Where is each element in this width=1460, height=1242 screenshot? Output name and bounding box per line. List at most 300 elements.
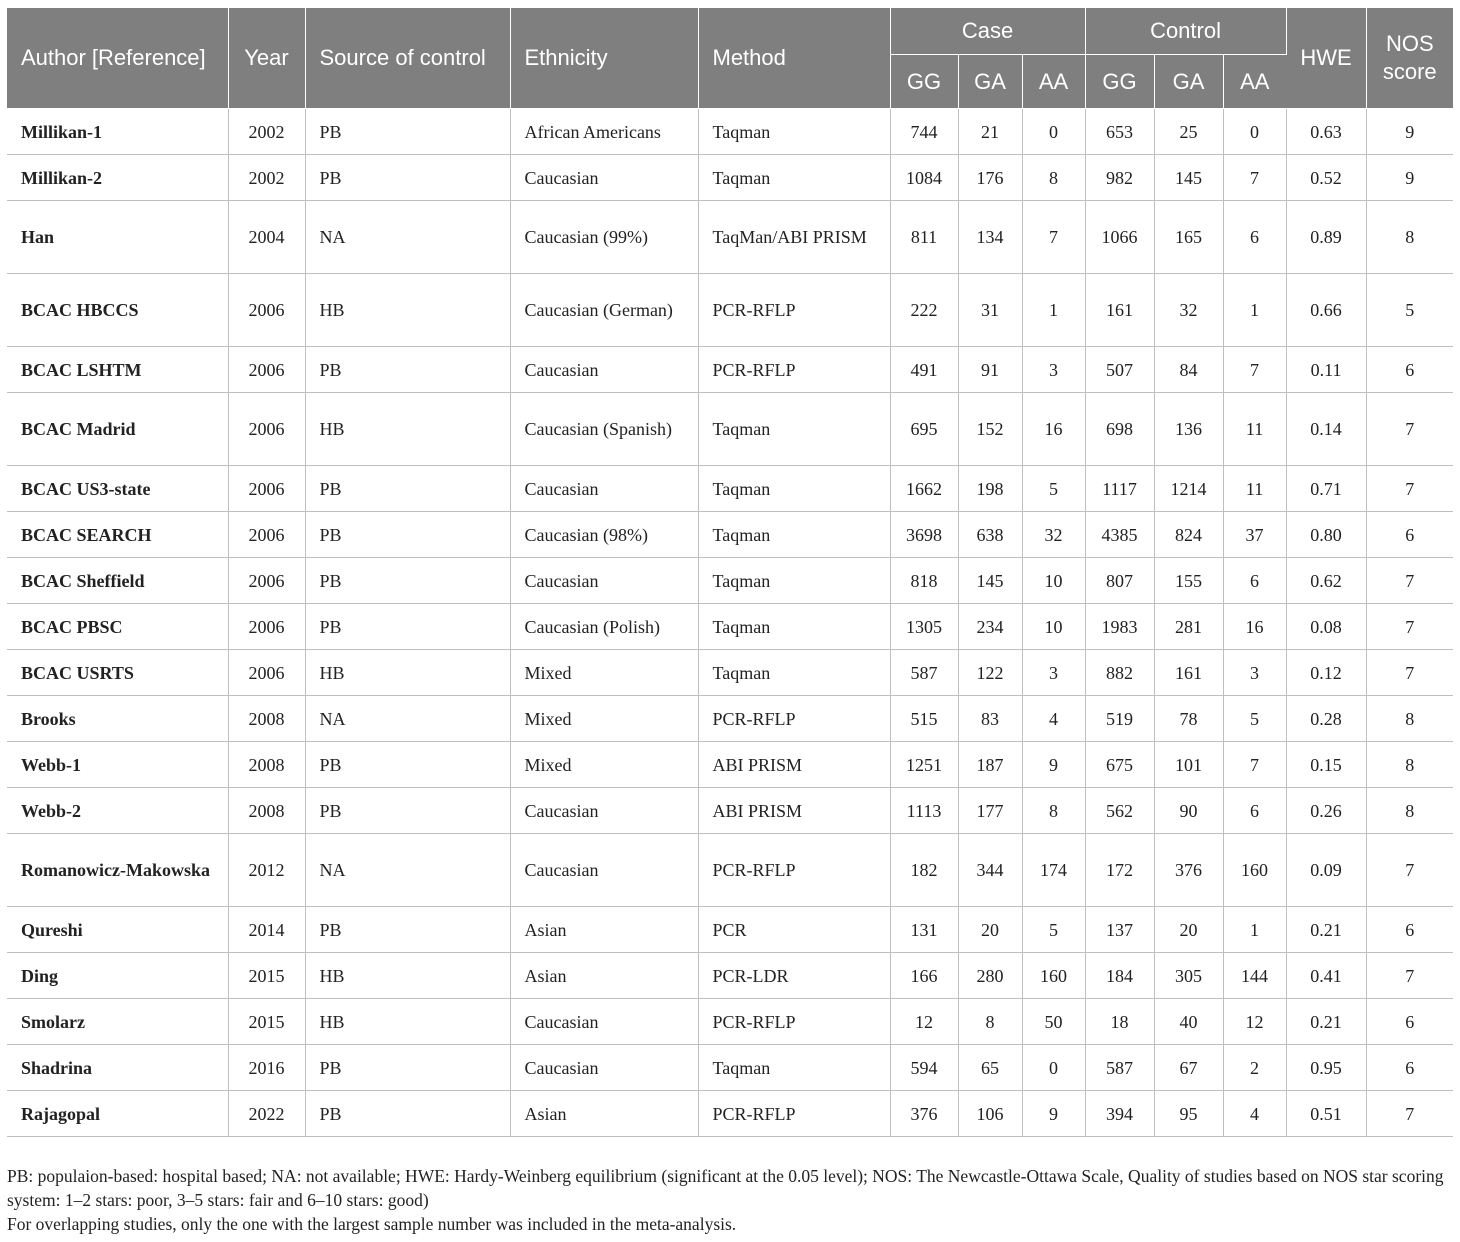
cell-case-ga: 8	[958, 999, 1022, 1045]
cell-case-gg: 1662	[890, 466, 958, 512]
cell-hwe: 0.71	[1286, 466, 1366, 512]
cell-source-of-control: NA	[305, 201, 510, 274]
cell-method: Taqman	[698, 393, 890, 466]
cell-case-aa: 5	[1022, 907, 1085, 953]
table-row	[7, 834, 1453, 907]
cell-hwe: 0.14	[1286, 393, 1366, 466]
cell-case-ga: 344	[958, 834, 1022, 907]
cell-ethnicity: Caucasian	[510, 999, 698, 1045]
header-row-1	[7, 8, 1453, 55]
cell-case-aa: 9	[1022, 1091, 1085, 1137]
cell-nos-score: 6	[1366, 907, 1453, 953]
cell-year: 2012	[228, 834, 305, 907]
cell-control-ga: 25	[1154, 109, 1223, 155]
cell-control-aa: 1	[1223, 907, 1286, 953]
cell-case-ga: 134	[958, 201, 1022, 274]
cell-control-gg: 137	[1085, 907, 1154, 953]
cell-case-ga: 187	[958, 742, 1022, 788]
cell-author: BCAC US3-state	[7, 466, 228, 512]
cell-hwe: 0.66	[1286, 274, 1366, 347]
cell-control-ga: 95	[1154, 1091, 1223, 1137]
cell-source-of-control: NA	[305, 834, 510, 907]
header-case-aa: AA	[1022, 55, 1085, 109]
cell-case-aa: 32	[1022, 512, 1085, 558]
cell-author: Brooks	[7, 696, 228, 742]
cell-ethnicity: Mixed	[510, 696, 698, 742]
cell-case-gg: 1305	[890, 604, 958, 650]
cell-year: 2016	[228, 1045, 305, 1091]
header-source-of-control: Source of control	[305, 8, 510, 109]
cell-hwe: 0.15	[1286, 742, 1366, 788]
cell-case-gg: 131	[890, 907, 958, 953]
cell-control-aa: 11	[1223, 393, 1286, 466]
cell-control-gg: 562	[1085, 788, 1154, 834]
cell-author: BCAC LSHTM	[7, 347, 228, 393]
header-control: Control	[1085, 8, 1286, 55]
cell-year: 2004	[228, 201, 305, 274]
table-row	[7, 953, 1453, 999]
header-case: Case	[890, 8, 1085, 55]
cell-case-gg: 3698	[890, 512, 958, 558]
header-control-gg: GG	[1085, 55, 1154, 109]
cell-method: Taqman	[698, 155, 890, 201]
cell-ethnicity: Caucasian (99%)	[510, 201, 698, 274]
cell-method: TaqMan/ABI PRISM	[698, 201, 890, 274]
cell-nos-score: 7	[1366, 650, 1453, 696]
cell-author: BCAC Sheffield	[7, 558, 228, 604]
cell-nos-score: 7	[1366, 1091, 1453, 1137]
cell-ethnicity: Mixed	[510, 742, 698, 788]
cell-author: BCAC PBSC	[7, 604, 228, 650]
cell-control-ga: 67	[1154, 1045, 1223, 1091]
cell-control-ga: 40	[1154, 999, 1223, 1045]
table-row	[7, 347, 1453, 393]
cell-case-aa: 1	[1022, 274, 1085, 347]
study-characteristics-table	[7, 8, 1453, 1137]
cell-case-ga: 83	[958, 696, 1022, 742]
cell-hwe: 0.41	[1286, 953, 1366, 999]
cell-control-aa: 2	[1223, 1045, 1286, 1091]
cell-hwe: 0.12	[1286, 650, 1366, 696]
cell-control-aa: 11	[1223, 466, 1286, 512]
cell-control-aa: 6	[1223, 788, 1286, 834]
table-row	[7, 907, 1453, 953]
cell-author: Webb-2	[7, 788, 228, 834]
cell-source-of-control: HB	[305, 393, 510, 466]
table-row	[7, 466, 1453, 512]
table-row	[7, 696, 1453, 742]
cell-ethnicity: Caucasian (Spanish)	[510, 393, 698, 466]
cell-ethnicity: African Americans	[510, 109, 698, 155]
cell-control-gg: 161	[1085, 274, 1154, 347]
cell-hwe: 0.62	[1286, 558, 1366, 604]
cell-case-gg: 1251	[890, 742, 958, 788]
cell-method: ABI PRISM	[698, 788, 890, 834]
cell-hwe: 0.26	[1286, 788, 1366, 834]
cell-control-ga: 165	[1154, 201, 1223, 274]
cell-control-gg: 394	[1085, 1091, 1154, 1137]
cell-nos-score: 6	[1366, 512, 1453, 558]
cell-author: Shadrina	[7, 1045, 228, 1091]
cell-case-ga: 65	[958, 1045, 1022, 1091]
cell-author: BCAC Madrid	[7, 393, 228, 466]
table-row	[7, 274, 1453, 347]
cell-hwe: 0.21	[1286, 907, 1366, 953]
cell-case-ga: 145	[958, 558, 1022, 604]
cell-control-aa: 7	[1223, 742, 1286, 788]
cell-control-gg: 807	[1085, 558, 1154, 604]
cell-control-ga: 90	[1154, 788, 1223, 834]
table-row	[7, 393, 1453, 466]
cell-method: PCR-RFLP	[698, 274, 890, 347]
cell-nos-score: 6	[1366, 347, 1453, 393]
cell-author: BCAC USRTS	[7, 650, 228, 696]
cell-case-ga: 638	[958, 512, 1022, 558]
cell-hwe: 0.95	[1286, 1045, 1366, 1091]
cell-method: Taqman	[698, 1045, 890, 1091]
cell-case-ga: 280	[958, 953, 1022, 999]
cell-control-gg: 1983	[1085, 604, 1154, 650]
cell-control-gg: 1117	[1085, 466, 1154, 512]
cell-source-of-control: PB	[305, 155, 510, 201]
cell-source-of-control: HB	[305, 999, 510, 1045]
cell-nos-score: 7	[1366, 834, 1453, 907]
cell-ethnicity: Caucasian	[510, 788, 698, 834]
cell-control-ga: 376	[1154, 834, 1223, 907]
cell-case-gg: 491	[890, 347, 958, 393]
cell-case-gg: 587	[890, 650, 958, 696]
cell-method: PCR-RFLP	[698, 1091, 890, 1137]
cell-control-ga: 32	[1154, 274, 1223, 347]
cell-year: 2008	[228, 788, 305, 834]
cell-case-gg: 818	[890, 558, 958, 604]
cell-nos-score: 8	[1366, 201, 1453, 274]
cell-year: 2015	[228, 953, 305, 999]
cell-case-ga: 31	[958, 274, 1022, 347]
cell-case-gg: 1084	[890, 155, 958, 201]
cell-nos-score: 7	[1366, 466, 1453, 512]
header-control-aa: AA	[1223, 55, 1286, 109]
cell-hwe: 0.09	[1286, 834, 1366, 907]
cell-nos-score: 8	[1366, 696, 1453, 742]
cell-case-ga: 106	[958, 1091, 1022, 1137]
cell-case-aa: 3	[1022, 347, 1085, 393]
cell-control-aa: 3	[1223, 650, 1286, 696]
cell-case-gg: 515	[890, 696, 958, 742]
cell-nos-score: 6	[1366, 1045, 1453, 1091]
cell-nos-score: 6	[1366, 999, 1453, 1045]
cell-author: Rajagopal	[7, 1091, 228, 1137]
cell-source-of-control: PB	[305, 466, 510, 512]
cell-control-gg: 184	[1085, 953, 1154, 999]
cell-source-of-control: PB	[305, 1045, 510, 1091]
cell-year: 2006	[228, 558, 305, 604]
cell-control-aa: 1	[1223, 274, 1286, 347]
cell-control-gg: 982	[1085, 155, 1154, 201]
cell-method: PCR	[698, 907, 890, 953]
cell-case-gg: 744	[890, 109, 958, 155]
cell-year: 2006	[228, 347, 305, 393]
cell-hwe: 0.28	[1286, 696, 1366, 742]
cell-hwe: 0.51	[1286, 1091, 1366, 1137]
cell-author: Millikan-2	[7, 155, 228, 201]
table-row	[7, 742, 1453, 788]
cell-hwe: 0.11	[1286, 347, 1366, 393]
cell-ethnicity: Caucasian (German)	[510, 274, 698, 347]
cell-case-gg: 695	[890, 393, 958, 466]
header-ethnicity: Ethnicity	[510, 8, 698, 109]
cell-control-aa: 6	[1223, 201, 1286, 274]
cell-ethnicity: Caucasian	[510, 347, 698, 393]
cell-year: 2006	[228, 393, 305, 466]
cell-control-ga: 281	[1154, 604, 1223, 650]
cell-source-of-control: NA	[305, 696, 510, 742]
cell-case-aa: 4	[1022, 696, 1085, 742]
table-row	[7, 1045, 1453, 1091]
cell-year: 2006	[228, 512, 305, 558]
cell-year: 2006	[228, 466, 305, 512]
cell-source-of-control: HB	[305, 650, 510, 696]
cell-method: PCR-RFLP	[698, 347, 890, 393]
footnote-overlap: For overlapping studies, only the one with the largest sample number was included in the meta-analysis.	[7, 1214, 737, 1234]
cell-control-gg: 4385	[1085, 512, 1154, 558]
table-row	[7, 1091, 1453, 1137]
cell-control-gg: 18	[1085, 999, 1154, 1045]
cell-control-ga: 101	[1154, 742, 1223, 788]
cell-ethnicity: Mixed	[510, 650, 698, 696]
cell-control-ga: 136	[1154, 393, 1223, 466]
cell-case-gg: 182	[890, 834, 958, 907]
table-row	[7, 604, 1453, 650]
cell-case-ga: 122	[958, 650, 1022, 696]
cell-case-aa: 5	[1022, 466, 1085, 512]
table-row	[7, 558, 1453, 604]
cell-control-gg: 587	[1085, 1045, 1154, 1091]
cell-control-ga: 1214	[1154, 466, 1223, 512]
cell-year: 2006	[228, 650, 305, 696]
cell-control-aa: 12	[1223, 999, 1286, 1045]
cell-control-aa: 5	[1223, 696, 1286, 742]
cell-method: PCR-RFLP	[698, 999, 890, 1045]
cell-case-gg: 376	[890, 1091, 958, 1137]
cell-case-gg: 594	[890, 1045, 958, 1091]
cell-year: 2022	[228, 1091, 305, 1137]
header-case-gg: GG	[890, 55, 958, 109]
table-row	[7, 201, 1453, 274]
cell-ethnicity: Caucasian	[510, 1045, 698, 1091]
cell-ethnicity: Asian	[510, 1091, 698, 1137]
cell-nos-score: 9	[1366, 109, 1453, 155]
cell-author: Smolarz	[7, 999, 228, 1045]
cell-year: 2002	[228, 155, 305, 201]
cell-method: Taqman	[698, 604, 890, 650]
cell-case-aa: 0	[1022, 109, 1085, 155]
table-row	[7, 155, 1453, 201]
cell-ethnicity: Asian	[510, 953, 698, 999]
cell-source-of-control: PB	[305, 788, 510, 834]
cell-control-ga: 155	[1154, 558, 1223, 604]
cell-author: BCAC SEARCH	[7, 512, 228, 558]
table-row	[7, 788, 1453, 834]
cell-year: 2006	[228, 274, 305, 347]
table-row	[7, 109, 1453, 155]
cell-control-ga: 305	[1154, 953, 1223, 999]
cell-year: 2008	[228, 742, 305, 788]
cell-case-aa: 0	[1022, 1045, 1085, 1091]
cell-control-aa: 37	[1223, 512, 1286, 558]
cell-source-of-control: HB	[305, 953, 510, 999]
cell-case-gg: 12	[890, 999, 958, 1045]
cell-case-aa: 174	[1022, 834, 1085, 907]
cell-control-aa: 160	[1223, 834, 1286, 907]
table-container	[7, 8, 1453, 1137]
cell-ethnicity: Caucasian	[510, 466, 698, 512]
cell-control-gg: 1066	[1085, 201, 1154, 274]
table-body	[7, 109, 1453, 1137]
cell-author: Webb-1	[7, 742, 228, 788]
cell-case-gg: 1113	[890, 788, 958, 834]
header-hwe: HWE	[1286, 8, 1366, 109]
cell-source-of-control: PB	[305, 109, 510, 155]
header-nos-score: NOS score	[1366, 8, 1453, 109]
cell-year: 2015	[228, 999, 305, 1045]
cell-control-ga: 84	[1154, 347, 1223, 393]
cell-author: Romanowicz-Makowska	[7, 834, 228, 907]
cell-control-ga: 161	[1154, 650, 1223, 696]
cell-control-ga: 78	[1154, 696, 1223, 742]
cell-year: 2014	[228, 907, 305, 953]
cell-case-gg: 166	[890, 953, 958, 999]
cell-source-of-control: PB	[305, 1091, 510, 1137]
cell-case-gg: 222	[890, 274, 958, 347]
cell-source-of-control: PB	[305, 742, 510, 788]
cell-nos-score: 9	[1366, 155, 1453, 201]
cell-case-aa: 3	[1022, 650, 1085, 696]
cell-source-of-control: HB	[305, 274, 510, 347]
cell-method: PCR-RFLP	[698, 696, 890, 742]
cell-author: Millikan-1	[7, 109, 228, 155]
cell-case-ga: 198	[958, 466, 1022, 512]
table-footnotes	[7, 1164, 1453, 1236]
cell-author: Ding	[7, 953, 228, 999]
cell-case-aa: 9	[1022, 742, 1085, 788]
cell-hwe: 0.80	[1286, 512, 1366, 558]
header-case-ga: GA	[958, 55, 1022, 109]
cell-nos-score: 7	[1366, 604, 1453, 650]
cell-case-aa: 8	[1022, 155, 1085, 201]
cell-case-ga: 20	[958, 907, 1022, 953]
cell-hwe: 0.21	[1286, 999, 1366, 1045]
cell-hwe: 0.52	[1286, 155, 1366, 201]
cell-year: 2002	[228, 109, 305, 155]
table-row	[7, 999, 1453, 1045]
cell-ethnicity: Asian	[510, 907, 698, 953]
cell-control-ga: 824	[1154, 512, 1223, 558]
cell-method: PCR-RFLP	[698, 834, 890, 907]
header-method: Method	[698, 8, 890, 109]
cell-case-ga: 234	[958, 604, 1022, 650]
cell-control-gg: 653	[1085, 109, 1154, 155]
footnote-abbreviations: PB: populaion-based: hospital based; NA: not available; HWE: Hardy-Weinberg equilibrium (significant at the 0.05 level); NOS: The Newcastle-Ottawa Scale, Quality of studies based on NOS star scoring system: 1–2 stars: poor, 3–5 stars: fair and 6–10 stars: good)	[7, 1166, 1444, 1210]
cell-method: PCR-LDR	[698, 953, 890, 999]
cell-control-ga: 20	[1154, 907, 1223, 953]
cell-year: 2008	[228, 696, 305, 742]
cell-case-gg: 811	[890, 201, 958, 274]
header-year: Year	[228, 8, 305, 109]
cell-method: ABI PRISM	[698, 742, 890, 788]
cell-control-gg: 172	[1085, 834, 1154, 907]
cell-method: Taqman	[698, 558, 890, 604]
cell-control-aa: 144	[1223, 953, 1286, 999]
cell-nos-score: 7	[1366, 558, 1453, 604]
cell-hwe: 0.08	[1286, 604, 1366, 650]
cell-method: Taqman	[698, 466, 890, 512]
cell-control-aa: 0	[1223, 109, 1286, 155]
cell-ethnicity: Caucasian	[510, 834, 698, 907]
cell-control-aa: 7	[1223, 347, 1286, 393]
table-row	[7, 512, 1453, 558]
cell-control-gg: 882	[1085, 650, 1154, 696]
cell-nos-score: 7	[1366, 953, 1453, 999]
cell-author: Han	[7, 201, 228, 274]
cell-case-ga: 21	[958, 109, 1022, 155]
cell-nos-score: 5	[1366, 274, 1453, 347]
cell-control-gg: 507	[1085, 347, 1154, 393]
cell-nos-score: 8	[1366, 788, 1453, 834]
cell-control-aa: 6	[1223, 558, 1286, 604]
cell-author: BCAC HBCCS	[7, 274, 228, 347]
cell-case-aa: 7	[1022, 201, 1085, 274]
cell-control-ga: 145	[1154, 155, 1223, 201]
cell-hwe: 0.63	[1286, 109, 1366, 155]
cell-case-aa: 16	[1022, 393, 1085, 466]
cell-method: Taqman	[698, 109, 890, 155]
cell-year: 2006	[228, 604, 305, 650]
cell-case-aa: 10	[1022, 604, 1085, 650]
cell-case-aa: 8	[1022, 788, 1085, 834]
cell-control-gg: 698	[1085, 393, 1154, 466]
cell-source-of-control: PB	[305, 558, 510, 604]
table-row	[7, 650, 1453, 696]
cell-control-gg: 519	[1085, 696, 1154, 742]
cell-case-ga: 152	[958, 393, 1022, 466]
cell-case-ga: 176	[958, 155, 1022, 201]
cell-ethnicity: Caucasian	[510, 558, 698, 604]
cell-hwe: 0.89	[1286, 201, 1366, 274]
cell-case-aa: 10	[1022, 558, 1085, 604]
cell-author: Qureshi	[7, 907, 228, 953]
cell-nos-score: 7	[1366, 393, 1453, 466]
cell-control-gg: 675	[1085, 742, 1154, 788]
cell-ethnicity: Caucasian (98%)	[510, 512, 698, 558]
cell-case-aa: 160	[1022, 953, 1085, 999]
cell-nos-score: 8	[1366, 742, 1453, 788]
cell-ethnicity: Caucasian (Polish)	[510, 604, 698, 650]
cell-control-aa: 4	[1223, 1091, 1286, 1137]
cell-ethnicity: Caucasian	[510, 155, 698, 201]
cell-control-aa: 16	[1223, 604, 1286, 650]
header-control-ga: GA	[1154, 55, 1223, 109]
cell-source-of-control: PB	[305, 907, 510, 953]
cell-method: Taqman	[698, 512, 890, 558]
cell-control-aa: 7	[1223, 155, 1286, 201]
cell-case-ga: 177	[958, 788, 1022, 834]
cell-case-ga: 91	[958, 347, 1022, 393]
cell-method: Taqman	[698, 650, 890, 696]
cell-source-of-control: PB	[305, 512, 510, 558]
cell-source-of-control: PB	[305, 347, 510, 393]
header-author: Author [Reference]	[7, 8, 228, 109]
